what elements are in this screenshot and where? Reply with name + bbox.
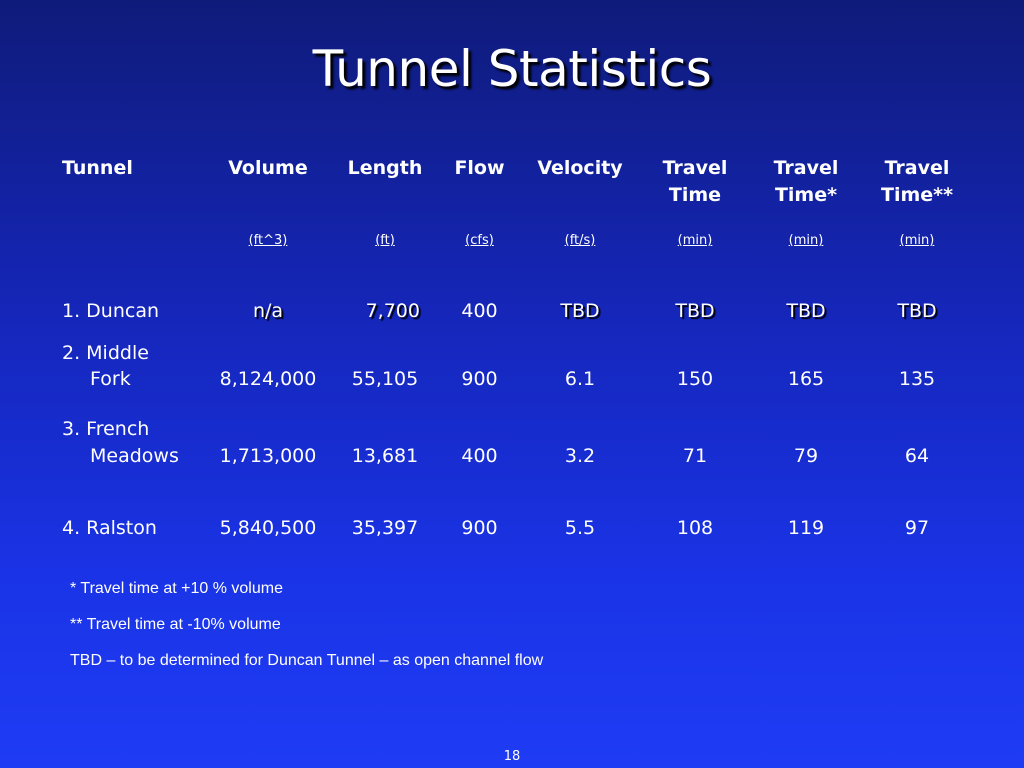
row-travel-time-dstar: TBD	[897, 300, 937, 322]
row-name-continued: Meadows	[90, 445, 179, 467]
slide-title: Tunnel Statistics	[312, 40, 712, 98]
row-name: 1. Duncan	[62, 300, 160, 322]
row-flow: 900	[461, 517, 498, 539]
unit-velocity: (ft/s)	[564, 233, 596, 248]
row-name-continued: Fork	[90, 368, 131, 390]
footnote-travel-time-minus: ** Travel time at -10% volume	[70, 616, 281, 633]
unit-volume: (ft^3)	[248, 233, 288, 248]
header-travel-time-star-line1: Travel	[773, 157, 839, 179]
row-travel-time-dstar: 97	[904, 517, 930, 539]
header-travel-time-line1: Travel	[662, 157, 728, 179]
row-volume: 1,713,000	[219, 445, 317, 467]
row-travel-time-dstar: 64	[904, 445, 930, 467]
unit-flow: (cfs)	[465, 233, 494, 248]
header-velocity: Velocity	[537, 157, 623, 179]
row-name: 4. Ralston	[62, 517, 157, 539]
unit-travel-time-star: (min)	[788, 233, 824, 248]
row-travel-time-star: 119	[787, 517, 825, 539]
row-volume: 8,124,000	[219, 368, 317, 390]
row-velocity: 6.1	[564, 368, 596, 390]
row-flow: 400	[461, 445, 498, 467]
header-volume: Volume	[228, 157, 308, 179]
unit-length: (ft)	[375, 233, 395, 248]
header-travel-time-dstar-line1: Travel	[884, 157, 950, 179]
row-travel-time-star: TBD	[786, 300, 826, 322]
row-travel-time: 150	[676, 368, 714, 390]
row-travel-time: 108	[676, 517, 714, 539]
row-velocity: TBD	[560, 300, 600, 322]
footnote-tbd: TBD – to be determined for Duncan Tunnel – as open channel flow	[70, 652, 544, 669]
row-length: 35,397	[351, 517, 419, 539]
row-travel-time-star: 165	[787, 368, 825, 390]
unit-travel-time: (min)	[677, 233, 713, 248]
page-number: 18	[503, 749, 521, 764]
header-travel-time-star-line2: Time*	[774, 184, 838, 206]
row-velocity: 5.5	[564, 517, 596, 539]
row-travel-time-dstar: 135	[898, 368, 936, 390]
row-length: 13,681	[351, 445, 419, 467]
row-name: 2. Middle	[62, 342, 149, 364]
header-travel-time-dstar-line2: Time**	[880, 184, 954, 206]
row-length: 55,105	[351, 368, 419, 390]
footnote-travel-time-plus: * Travel time at +10 % volume	[70, 580, 283, 597]
row-velocity: 3.2	[564, 445, 596, 467]
row-flow: 400	[461, 300, 498, 322]
header-flow: Flow	[454, 157, 505, 179]
row-travel-time: 71	[682, 445, 708, 467]
row-name: 3. French	[62, 418, 150, 440]
row-travel-time-star: 79	[793, 445, 819, 467]
row-length: 7,700	[365, 300, 420, 322]
unit-travel-time-dstar: (min)	[899, 233, 935, 248]
row-volume: n/a	[252, 300, 284, 322]
header-length: Length	[347, 157, 423, 179]
row-flow: 900	[461, 368, 498, 390]
header-travel-time-line2: Time	[668, 184, 722, 206]
row-volume: 5,840,500	[219, 517, 317, 539]
row-travel-time: TBD	[675, 300, 715, 322]
header-tunnel: Tunnel	[62, 157, 133, 179]
